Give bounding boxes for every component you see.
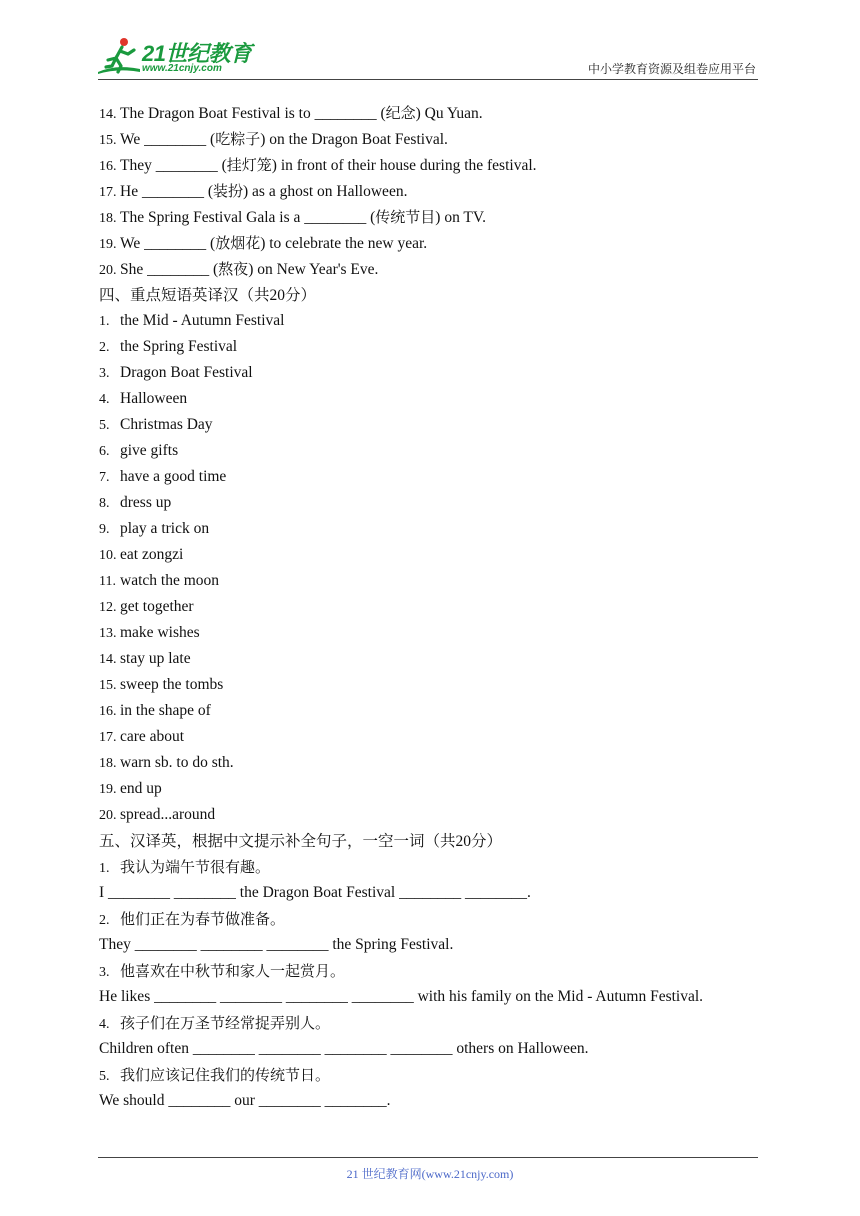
phrase-item: [99, 308, 759, 334]
phrase-item: [99, 542, 759, 568]
runner-logo-icon: [96, 36, 142, 78]
phrase-item: [99, 464, 759, 490]
question-text-after: ) to celebrate the new year.: [260, 235, 428, 252]
phrase-number: 15.: [99, 678, 117, 693]
question-number: 15.: [99, 133, 117, 148]
question-text-before: She ________ (: [120, 261, 219, 278]
phrase-text: end up: [120, 780, 162, 797]
page-header: [0, 0, 860, 80]
prompt-number: 5.: [99, 1069, 110, 1084]
question-text-after: ) on New Year's Eve.: [248, 261, 379, 278]
phrase-number: 12.: [99, 600, 117, 615]
question-text-after: ) as a ghost on Halloween.: [243, 183, 408, 200]
site-logo: [96, 36, 256, 78]
question-text-after: ) on the Dragon Boat Festival.: [260, 131, 448, 148]
phrase-text: spread...around: [120, 806, 216, 823]
chinese-hint: 挂灯笼: [226, 156, 272, 174]
phrase-item: [99, 672, 759, 698]
platform-name: 中小学教育资源及组卷应用平台: [587, 62, 756, 76]
phrase-item: [99, 724, 759, 750]
logo-text: 21世纪教育: [142, 41, 252, 66]
phrase-text: watch the moon: [120, 572, 220, 589]
phrase-text: give gifts: [120, 442, 179, 459]
worksheet-content: [99, 100, 759, 1114]
english-sentence-blank: We should ________ our ________ ________.: [99, 1092, 391, 1109]
question-number: 16.: [99, 159, 117, 174]
phrase-number: 11.: [99, 574, 116, 589]
phrase-text: care about: [120, 728, 185, 745]
phrase-text: the Mid - Autumn Festival: [120, 312, 285, 329]
phrase-text: sweep the tombs: [120, 676, 224, 693]
phrase-number: 17.: [99, 730, 117, 745]
english-sentence-blank: They ________ ________ ________ the Spring Festival.: [99, 936, 454, 953]
question-text-before: He ________ (: [120, 183, 213, 200]
phrase-text: Christmas Day: [120, 416, 213, 433]
phrase-item: [99, 386, 759, 412]
phrase-text: Dragon Boat Festival: [120, 364, 253, 381]
chinese-hint: 纪念: [385, 104, 416, 122]
question-item: [99, 178, 759, 204]
chinese-hint: 装扮: [213, 182, 244, 200]
english-sentence-blank: Children often ________ ________ ________ ________ others on Halloween.: [99, 1040, 589, 1057]
phrase-text: stay up late: [120, 650, 191, 667]
header-divider: [98, 79, 758, 80]
phrase-text: make wishes: [120, 624, 200, 641]
phrase-number: 14.: [99, 652, 117, 667]
phrase-item: [99, 594, 759, 620]
prompt-number: 3.: [99, 965, 110, 980]
question-item: [99, 204, 759, 230]
footer-divider: [98, 1157, 758, 1158]
question-text-after: ) on TV.: [435, 209, 486, 226]
question-item: [99, 126, 759, 152]
phrase-number: 1.: [99, 314, 110, 329]
prompt-chinese-text: 我们应该记住我们的传统节日。: [120, 1066, 331, 1084]
question-number: 14.: [99, 107, 117, 122]
prompt-number: 2.: [99, 913, 110, 928]
phrase-number: 9.: [99, 522, 110, 537]
prompt-chinese-text: 孩子们在万圣节经常捉弄别人。: [120, 1014, 331, 1032]
chinese-hint: 放烟花: [215, 234, 261, 252]
phrase-item: [99, 568, 759, 594]
phrase-text: get together: [120, 598, 194, 615]
phrase-number: 10.: [99, 548, 117, 563]
phrase-number: 19.: [99, 782, 117, 797]
phrase-item: [99, 620, 759, 646]
chinese-hint: 传统节目: [375, 208, 436, 226]
section5-translation-list: [99, 854, 759, 1114]
question-text-after: ) in front of their house during the festival.: [271, 157, 537, 174]
question-item: [99, 256, 759, 282]
question-number: 19.: [99, 237, 117, 252]
prompt-chinese-text: 他们正在为春节做准备。: [120, 910, 286, 928]
part3-fill-in-list: [99, 100, 759, 282]
question-number: 18.: [99, 211, 117, 226]
phrase-number: 20.: [99, 808, 117, 823]
english-sentence-blank: I ________ ________ the Dragon Boat Festival ________ ________.: [99, 884, 531, 901]
phrase-item: [99, 334, 759, 360]
prompt-number: 4.: [99, 1017, 110, 1032]
logo-url: www.21cnjy.com: [142, 63, 222, 74]
page-footer: 21 世纪教育网(www.21cnjy.com): [346, 1167, 514, 1181]
phrase-text: the Spring Festival: [120, 338, 238, 355]
phrase-text: play a trick on: [120, 520, 210, 537]
chinese-prompt: [99, 854, 759, 880]
phrase-item: [99, 698, 759, 724]
question-text-before: The Spring Festival Gala is a ________ (: [120, 209, 376, 226]
phrase-number: 6.: [99, 444, 110, 459]
phrase-item: [99, 490, 759, 516]
chinese-prompt: [99, 1062, 759, 1088]
phrase-number: 7.: [99, 470, 110, 485]
section5-title: 五、汉译英，根据中文提示补全句子，一空一词（共20分）: [99, 832, 503, 850]
question-item: [99, 152, 759, 178]
phrase-text: in the shape of: [120, 702, 211, 719]
question-text-before: We ________ (: [120, 131, 216, 148]
question-text-before: We ________ (: [120, 235, 216, 252]
question-text-after: ) Qu Yuan.: [415, 105, 483, 122]
phrase-item: [99, 360, 759, 386]
phrase-text: dress up: [120, 494, 172, 511]
english-sentence-blank: He likes ________ ________ ________ ________ with his family on the Mid - Autumn Festival.: [99, 988, 704, 1005]
chinese-prompt: [99, 1010, 759, 1036]
question-number: 20.: [99, 263, 117, 278]
chinese-prompt: [99, 958, 759, 984]
phrase-item: [99, 438, 759, 464]
prompt-chinese-text: 他喜欢在中秋节和家人一起赏月。: [120, 962, 346, 980]
phrase-number: 2.: [99, 340, 110, 355]
phrase-text: eat zongzi: [120, 546, 184, 563]
phrase-item: [99, 516, 759, 542]
phrase-text: warn sb. to do sth.: [120, 754, 234, 771]
section4-phrase-list: [99, 308, 759, 828]
phrase-number: 13.: [99, 626, 117, 641]
phrase-number: 5.: [99, 418, 110, 433]
question-text-before: The Dragon Boat Festival is to ________ (: [120, 105, 386, 122]
phrase-number: 18.: [99, 756, 117, 771]
phrase-item: [99, 802, 759, 828]
prompt-chinese-text: 我认为端午节很有趣。: [120, 858, 271, 876]
chinese-hint: 吃粽子: [215, 130, 261, 148]
question-text-before: They ________ (: [120, 157, 227, 174]
phrase-text: Halloween: [120, 390, 188, 407]
phrase-item: [99, 646, 759, 672]
section4-title: 四、重点短语英译汉（共20分）: [99, 286, 317, 304]
phrase-item: [99, 776, 759, 802]
phrase-item: [99, 412, 759, 438]
phrase-number: 8.: [99, 496, 110, 511]
phrase-text: have a good time: [120, 468, 227, 485]
chinese-hint: 熬夜: [218, 260, 249, 278]
phrase-number: 4.: [99, 392, 110, 407]
chinese-prompt: [99, 906, 759, 932]
question-item: [99, 230, 759, 256]
phrase-number: 3.: [99, 366, 110, 381]
phrase-number: 16.: [99, 704, 117, 719]
question-number: 17.: [99, 185, 117, 200]
question-item: [99, 100, 759, 126]
prompt-number: 1.: [99, 861, 110, 876]
phrase-item: [99, 750, 759, 776]
